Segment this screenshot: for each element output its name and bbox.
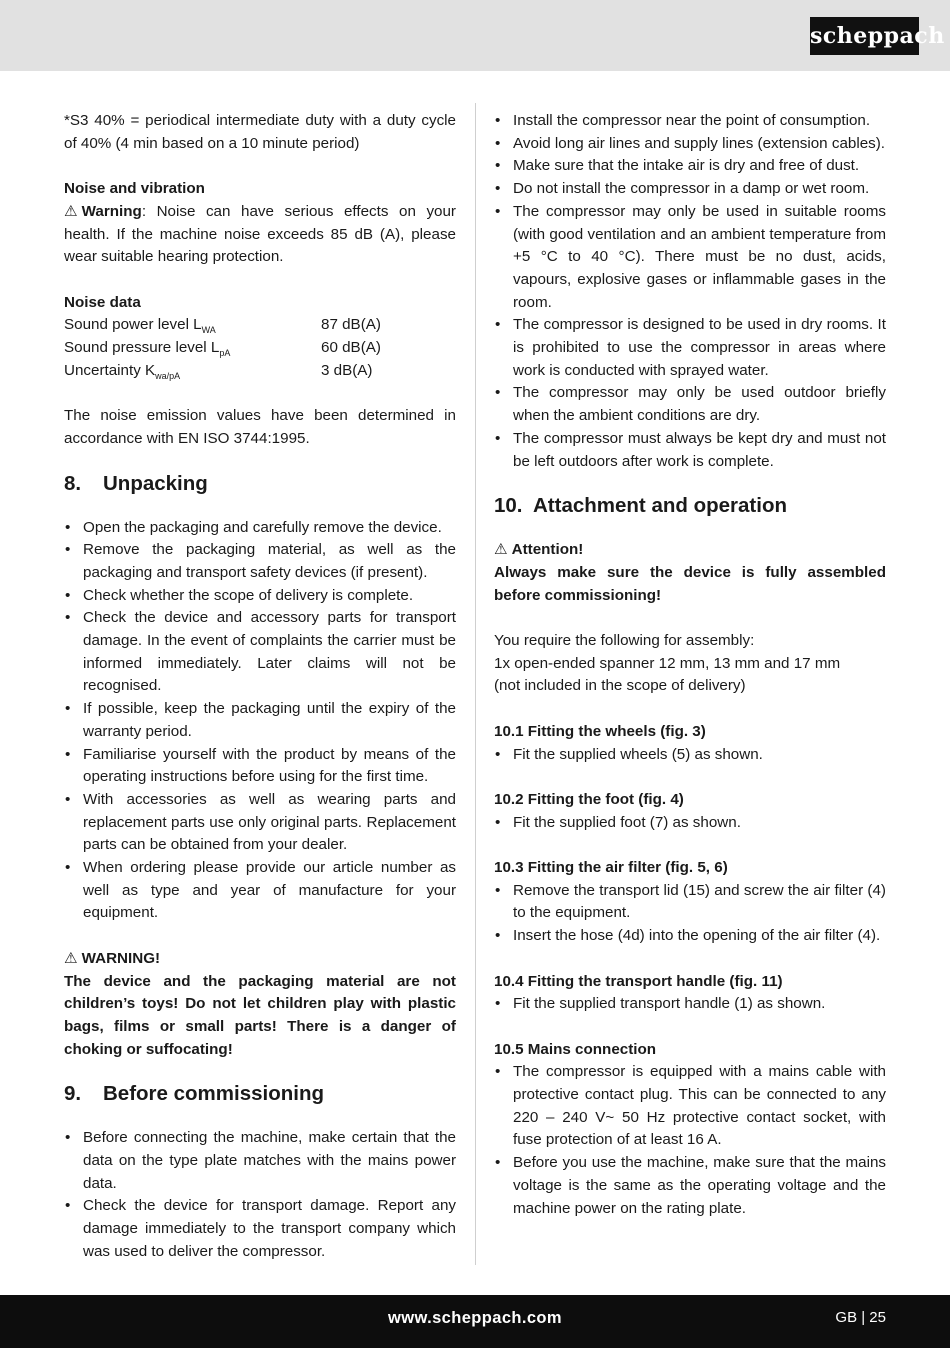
subsection-10-2-list xyxy=(494,812,886,835)
noise-warning xyxy=(64,201,456,269)
warning-icon: ⚠ xyxy=(64,202,78,220)
section-8-heading: 8. Unpacking xyxy=(64,471,208,495)
assembly-line: (not included in the scope of delivery) xyxy=(494,677,746,695)
noise-warning-label: Warning xyxy=(81,202,142,220)
list-item: • The compressor must always be kept dry and must not be left outdoors after work is complete. xyxy=(494,428,886,473)
section-10-heading: 10. Attachment and operation xyxy=(494,494,787,518)
noise-warning-text: : Noise can have serious effects on your health. If the machine noise exceeds 85 dB (A), please wear suitable hearing protection. xyxy=(64,202,456,266)
list-item: • Insert the hose (4d) into the opening of the air filter (4). xyxy=(494,925,886,948)
list-item: • When ordering please provide our article number as well as type and year of manufacture for your equipment. xyxy=(64,857,456,925)
list-item: • The compressor may only be used in suitable rooms (with good ventilation and an ambient temperature from +5 °C to 40 °C). There must be no dust, acids, vapours, explosive gases or inflammable gases in the room. xyxy=(494,201,886,315)
noise-label: Sound power level $L_{WA}$ xyxy=(64,316,216,336)
list-item: • Fit the supplied foot (7) as shown. xyxy=(494,812,886,835)
list-item: • Do not install the compressor in a damp or wet room. xyxy=(494,178,886,201)
list-item: • The compressor is equipped with a mains cable with protective contact plug. This can be connected to any 220 – 240 V~ 50 Hz protective contact socket, with fuse protection of at least 16 A. xyxy=(494,1061,886,1152)
attention-heading: ⚠ Attention! xyxy=(494,539,886,562)
warning-icon: ⚠ xyxy=(64,949,78,967)
noise-vibration-heading: Noise and vibration xyxy=(64,180,205,198)
list-item: • The compressor is designed to be used in dry rooms. It is prohibited to use the compressor in areas where work is conducted with sprayed water. xyxy=(494,314,886,382)
list-item: • Remove the packaging material, as well as the packaging and transport safety devices (if present). xyxy=(64,539,456,584)
right-column xyxy=(494,110,886,1220)
noise-value: 87 dB(A) xyxy=(321,316,381,334)
list-item: • Fit the supplied transport handle (1) as shown. xyxy=(494,993,886,1016)
noise-value: 3 dB(A) xyxy=(321,361,373,379)
warning-icon: ⚠ xyxy=(494,541,508,559)
list-item: • Check the device and accessory parts for transport damage. In the event of complaints the carrier must be informed immediately. Later claims will not be recognised. xyxy=(64,607,456,698)
noise-emission-text: The noise emission values have been determined in accordance with EN ISO 3744:1995. xyxy=(64,407,456,447)
unpacking-list xyxy=(64,517,456,926)
list-item: • With accessories as well as wearing parts and replacement parts use only original parts. Replacement parts can be obtained from your dealer. xyxy=(64,789,456,857)
left-column xyxy=(64,110,456,1264)
header-bar xyxy=(0,0,950,71)
subsection-10-5-heading: 10.5 Mains connection xyxy=(494,1040,657,1058)
column-divider xyxy=(475,103,476,1265)
list-item: • Before connecting the machine, make certain that the data on the type plate matches with the mains power data. xyxy=(64,1127,456,1195)
scheppach-logo: scheppach xyxy=(810,17,919,55)
list-item: • Remove the transport lid (15) and screw the air filter (4) to the equipment. xyxy=(494,880,886,925)
noise-label: Sound pressure level $L_{pA}$ xyxy=(64,339,231,358)
attention-text: Always make sure the device is fully assembled before commissioning! xyxy=(494,563,886,604)
page-number: GB | 25 xyxy=(835,1309,886,1326)
table-row xyxy=(64,360,456,383)
assembly-line: You require the following for assembly: xyxy=(494,632,755,650)
list-item: • Install the compressor near the point of consumption. xyxy=(494,110,886,133)
section-9-heading: 9. Before commissioning xyxy=(64,1082,324,1106)
subsection-10-5-list xyxy=(494,1061,886,1220)
children-warning-text: The device and the packaging material are not children’s toys! Do not let children play with plastic bags, films or small parts! There is a danger of choking or suffocating! xyxy=(64,972,456,1058)
noise-label: Uncertainty $K_{wa/pA}$ xyxy=(64,361,181,381)
before-commissioning-list xyxy=(64,1127,456,1263)
assembly-line: 1x open-ended spanner 12 mm, 13 mm and 17 mm xyxy=(494,654,841,672)
warning-heading: ⚠ WARNING! xyxy=(64,948,456,971)
duty-cycle-note: *S3 40% = periodical intermediate duty with a duty cycle of 40% (4 min based on a 10 minute period) xyxy=(64,112,456,152)
subsection-10-1-list xyxy=(494,744,886,767)
subsection-10-4-list xyxy=(494,993,886,1016)
table-row xyxy=(64,337,456,360)
list-item: • Avoid long air lines and supply lines (extension cables). xyxy=(494,133,886,156)
list-item: • Make sure that the intake air is dry and free of dust. xyxy=(494,155,886,178)
subsection-10-1-heading: 10.1 Fitting the wheels (fig. 3) xyxy=(494,722,706,740)
noise-data-heading: Noise data xyxy=(64,293,141,311)
table-row xyxy=(64,314,456,337)
list-item: • Before you use the machine, make sure that the mains voltage is the same as the operating voltage and the machine power on the rating plate. xyxy=(494,1152,886,1220)
noise-data-table xyxy=(64,314,456,382)
list-item: • If possible, keep the packaging until the expiry of the warranty period. xyxy=(64,698,456,743)
list-item: • Check the device for transport damage. Report any damage immediately to the transport company which was used to deliver the compressor. xyxy=(64,1195,456,1263)
website-url: www.scheppach.com xyxy=(388,1309,562,1327)
list-item: • Fit the supplied wheels (5) as shown. xyxy=(494,744,886,767)
noise-value: 60 dB(A) xyxy=(321,339,381,356)
subsection-10-4-heading: 10.4 Fitting the transport handle (fig. 11) xyxy=(494,972,783,990)
list-item: • Familiarise yourself with the product by means of the operating instructions before using for the first time. xyxy=(64,744,456,789)
subsection-10-3-list xyxy=(494,880,886,948)
list-item: • Check whether the scope of delivery is complete. xyxy=(64,585,456,608)
installation-list xyxy=(494,110,886,473)
footer-bar xyxy=(0,1295,950,1348)
subsection-10-2-heading: 10.2 Fitting the foot (fig. 4) xyxy=(494,790,684,808)
subsection-10-3-heading: 10.3 Fitting the air filter (fig. 5, 6) xyxy=(494,859,728,877)
list-item: • The compressor may only be used outdoor briefly when the ambient conditions are dry. xyxy=(494,382,886,427)
list-item: • Open the packaging and carefully remove the device. xyxy=(64,517,456,540)
